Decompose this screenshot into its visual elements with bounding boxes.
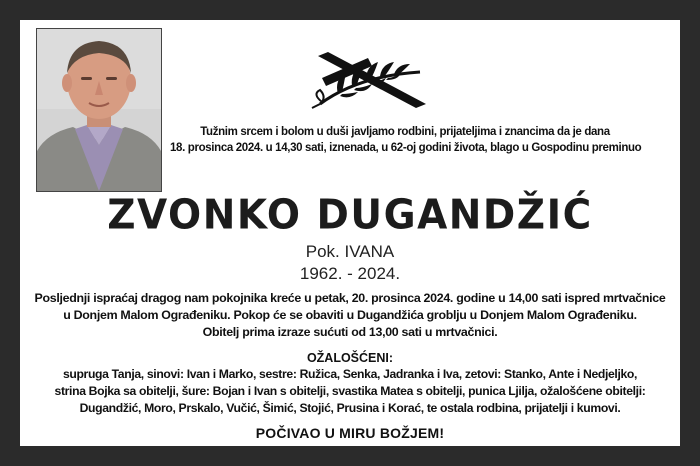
funeral-details — [20, 290, 680, 341]
mourners-line-2: strina Bojka sa obitelji, šure: Bojan i Ivan s obitelji, svastika Matea s obitelji, punica Ljilja, ožalošćene obitelji: — [54, 384, 646, 398]
intro-line-2: 18. prosinca 2024. u 14,30 sati, iznenada, u 62-oj godini života, blago u Gospodinu preminuo — [170, 142, 642, 154]
deceased-parent: Pok. IVANA — [305, 242, 395, 261]
announcement-intro — [170, 124, 640, 156]
closing-phrase: POČIVAO U MIRU BOŽJEM! — [255, 425, 445, 441]
portrait-image — [37, 29, 161, 191]
mourners-line-3: Dugandžić, Moro, Prskalo, Vučić, Šimić, Stojić, Prusina i Korać, te ostala rodbina, prijatelji i kumovi. — [79, 401, 621, 415]
funeral-line-2: u Donjem Malom Ograđeniku. Pokop će se obaviti u Dugandžića groblju u Donjem Malom Ograđeniku. — [63, 308, 637, 322]
funeral-line-3: Obitelj prima izraze sućuti od 13,00 sati u mrtvačnici. — [202, 325, 498, 339]
deceased-name: ZVONKO DUGANDŽIĆ — [107, 191, 593, 240]
intro-line-1: Tužnim srcem i bolom u duši javljamo rodbini, prijateljima i znancima da je dana — [200, 126, 610, 138]
mourners-list — [20, 366, 680, 417]
deceased-years: 1962. - 2024. — [299, 264, 401, 283]
mourners-line-1: supruga Tanja, sinovi: Ivan i Marko, sestre: Ružica, Senka, Jadranka i Iva, zetovi: Stanko, Ante i Nedjeljko, — [62, 367, 638, 381]
cross-with-palm-icon — [308, 50, 434, 110]
portrait-photo — [36, 28, 162, 192]
mourners-heading: OŽALOŠĆENI: — [306, 351, 394, 365]
funeral-line-1: Posljednji ispraćaj dragog nam pokojnika kreće u petak, 20. prosinca 2024. godine u 14,00 sati ispred mrtvačnice — [34, 291, 666, 305]
obituary-card — [20, 20, 680, 446]
